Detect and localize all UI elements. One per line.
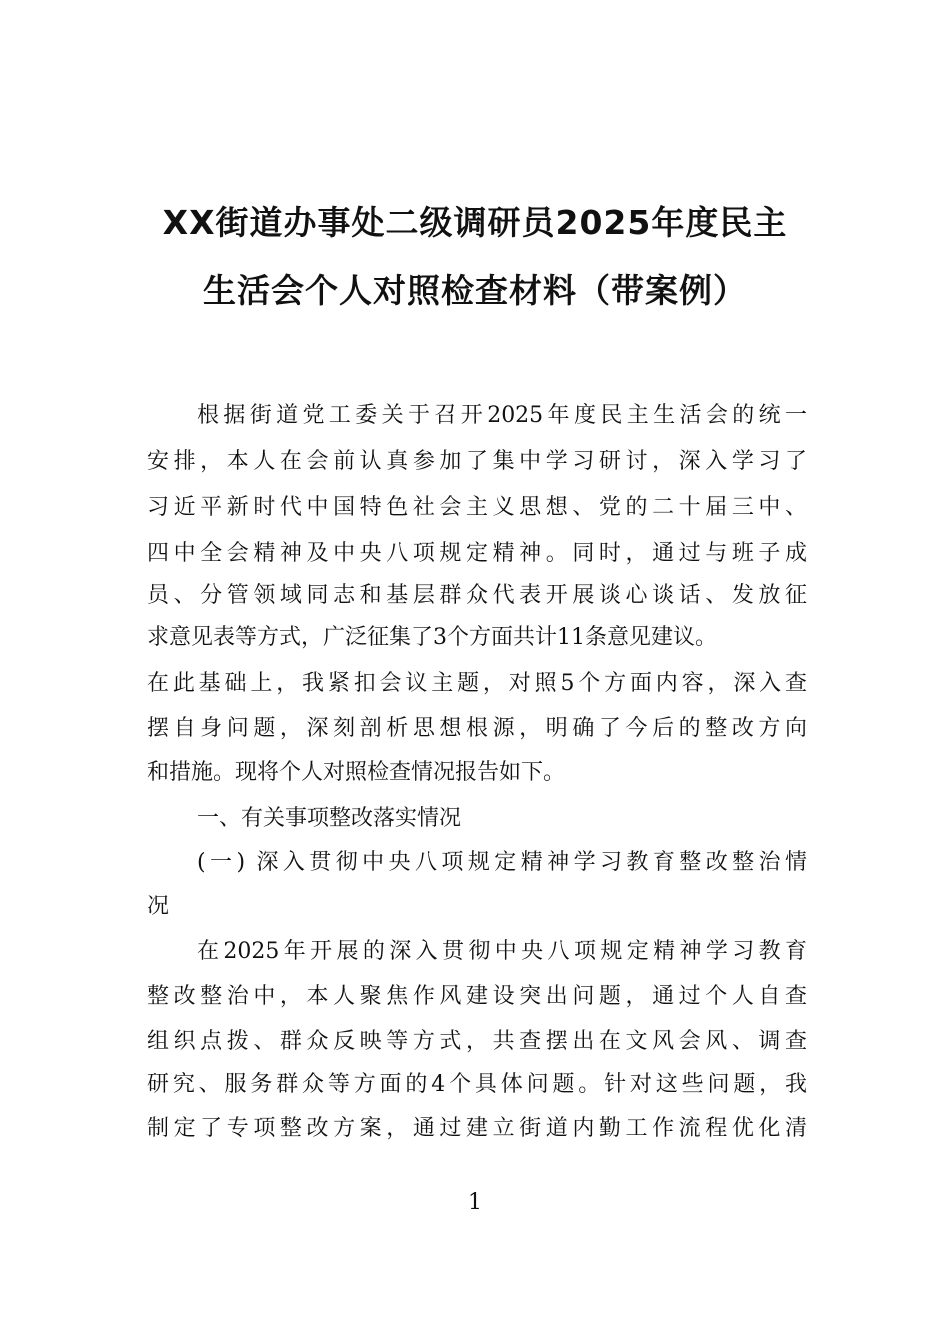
document-title-line-2: 生活会个人对照检查材料（带案例）	[203, 271, 747, 310]
intro-paragraph-line: 安排，本人在会前认真参加了集中学习研讨，深入学习了	[147, 449, 807, 474]
body-paragraph-line: 在2025年开展的深入贯彻中央八项规定精神学习教育	[197, 939, 807, 964]
intro-paragraph-line: 在此基础上，我紧扣会议主题，对照5个方面内容，深入查	[147, 671, 807, 696]
subsection-heading-line: (一) 深入贯彻中央八项规定精神学习教育整改整治情	[197, 850, 807, 875]
intro-paragraph-line: 员、分管领域同志和基层群众代表开展谈心谈话、发放征	[147, 583, 807, 608]
body-paragraph-line: 整改整治中，本人聚焦作风建设突出问题，通过个人自查	[147, 984, 807, 1009]
intro-paragraph-line: 摆自身问题，深刻剖析思想根源，明确了今后的整改方向	[147, 716, 807, 741]
section-heading: 一、有关事项整改落实情况	[197, 806, 462, 831]
body-paragraph-line: 组织点拨、群众反映等方式，共查摆出在文风会风、调查	[147, 1029, 807, 1054]
subsection-heading-line: 况	[147, 894, 170, 919]
body-paragraph-line: 制定了专项整改方案，通过建立街道内勤工作流程优化清	[147, 1116, 807, 1141]
intro-paragraph-line: 求意见表等方式，广泛征集了3个方面共计11条意见建议。	[147, 625, 717, 650]
body-paragraph-line: 研究、服务群众等方面的4个具体问题。针对这些问题，我	[147, 1072, 807, 1097]
intro-paragraph-line: 和措施。现将个人对照检查情况报告如下。	[147, 760, 566, 785]
intro-paragraph-line: 习近平新时代中国特色社会主义思想、党的二十届三中、	[147, 495, 807, 520]
intro-paragraph-line: 四中全会精神及中央八项规定精神。同时，通过与班子成	[147, 541, 807, 566]
page-number: 1	[468, 1190, 482, 1215]
intro-paragraph-line: 根据街道党工委关于召开2025年度民主生活会的统一	[197, 403, 807, 428]
document-title-line-1: XX街道办事处二级调研员2025年度民主	[162, 203, 788, 242]
